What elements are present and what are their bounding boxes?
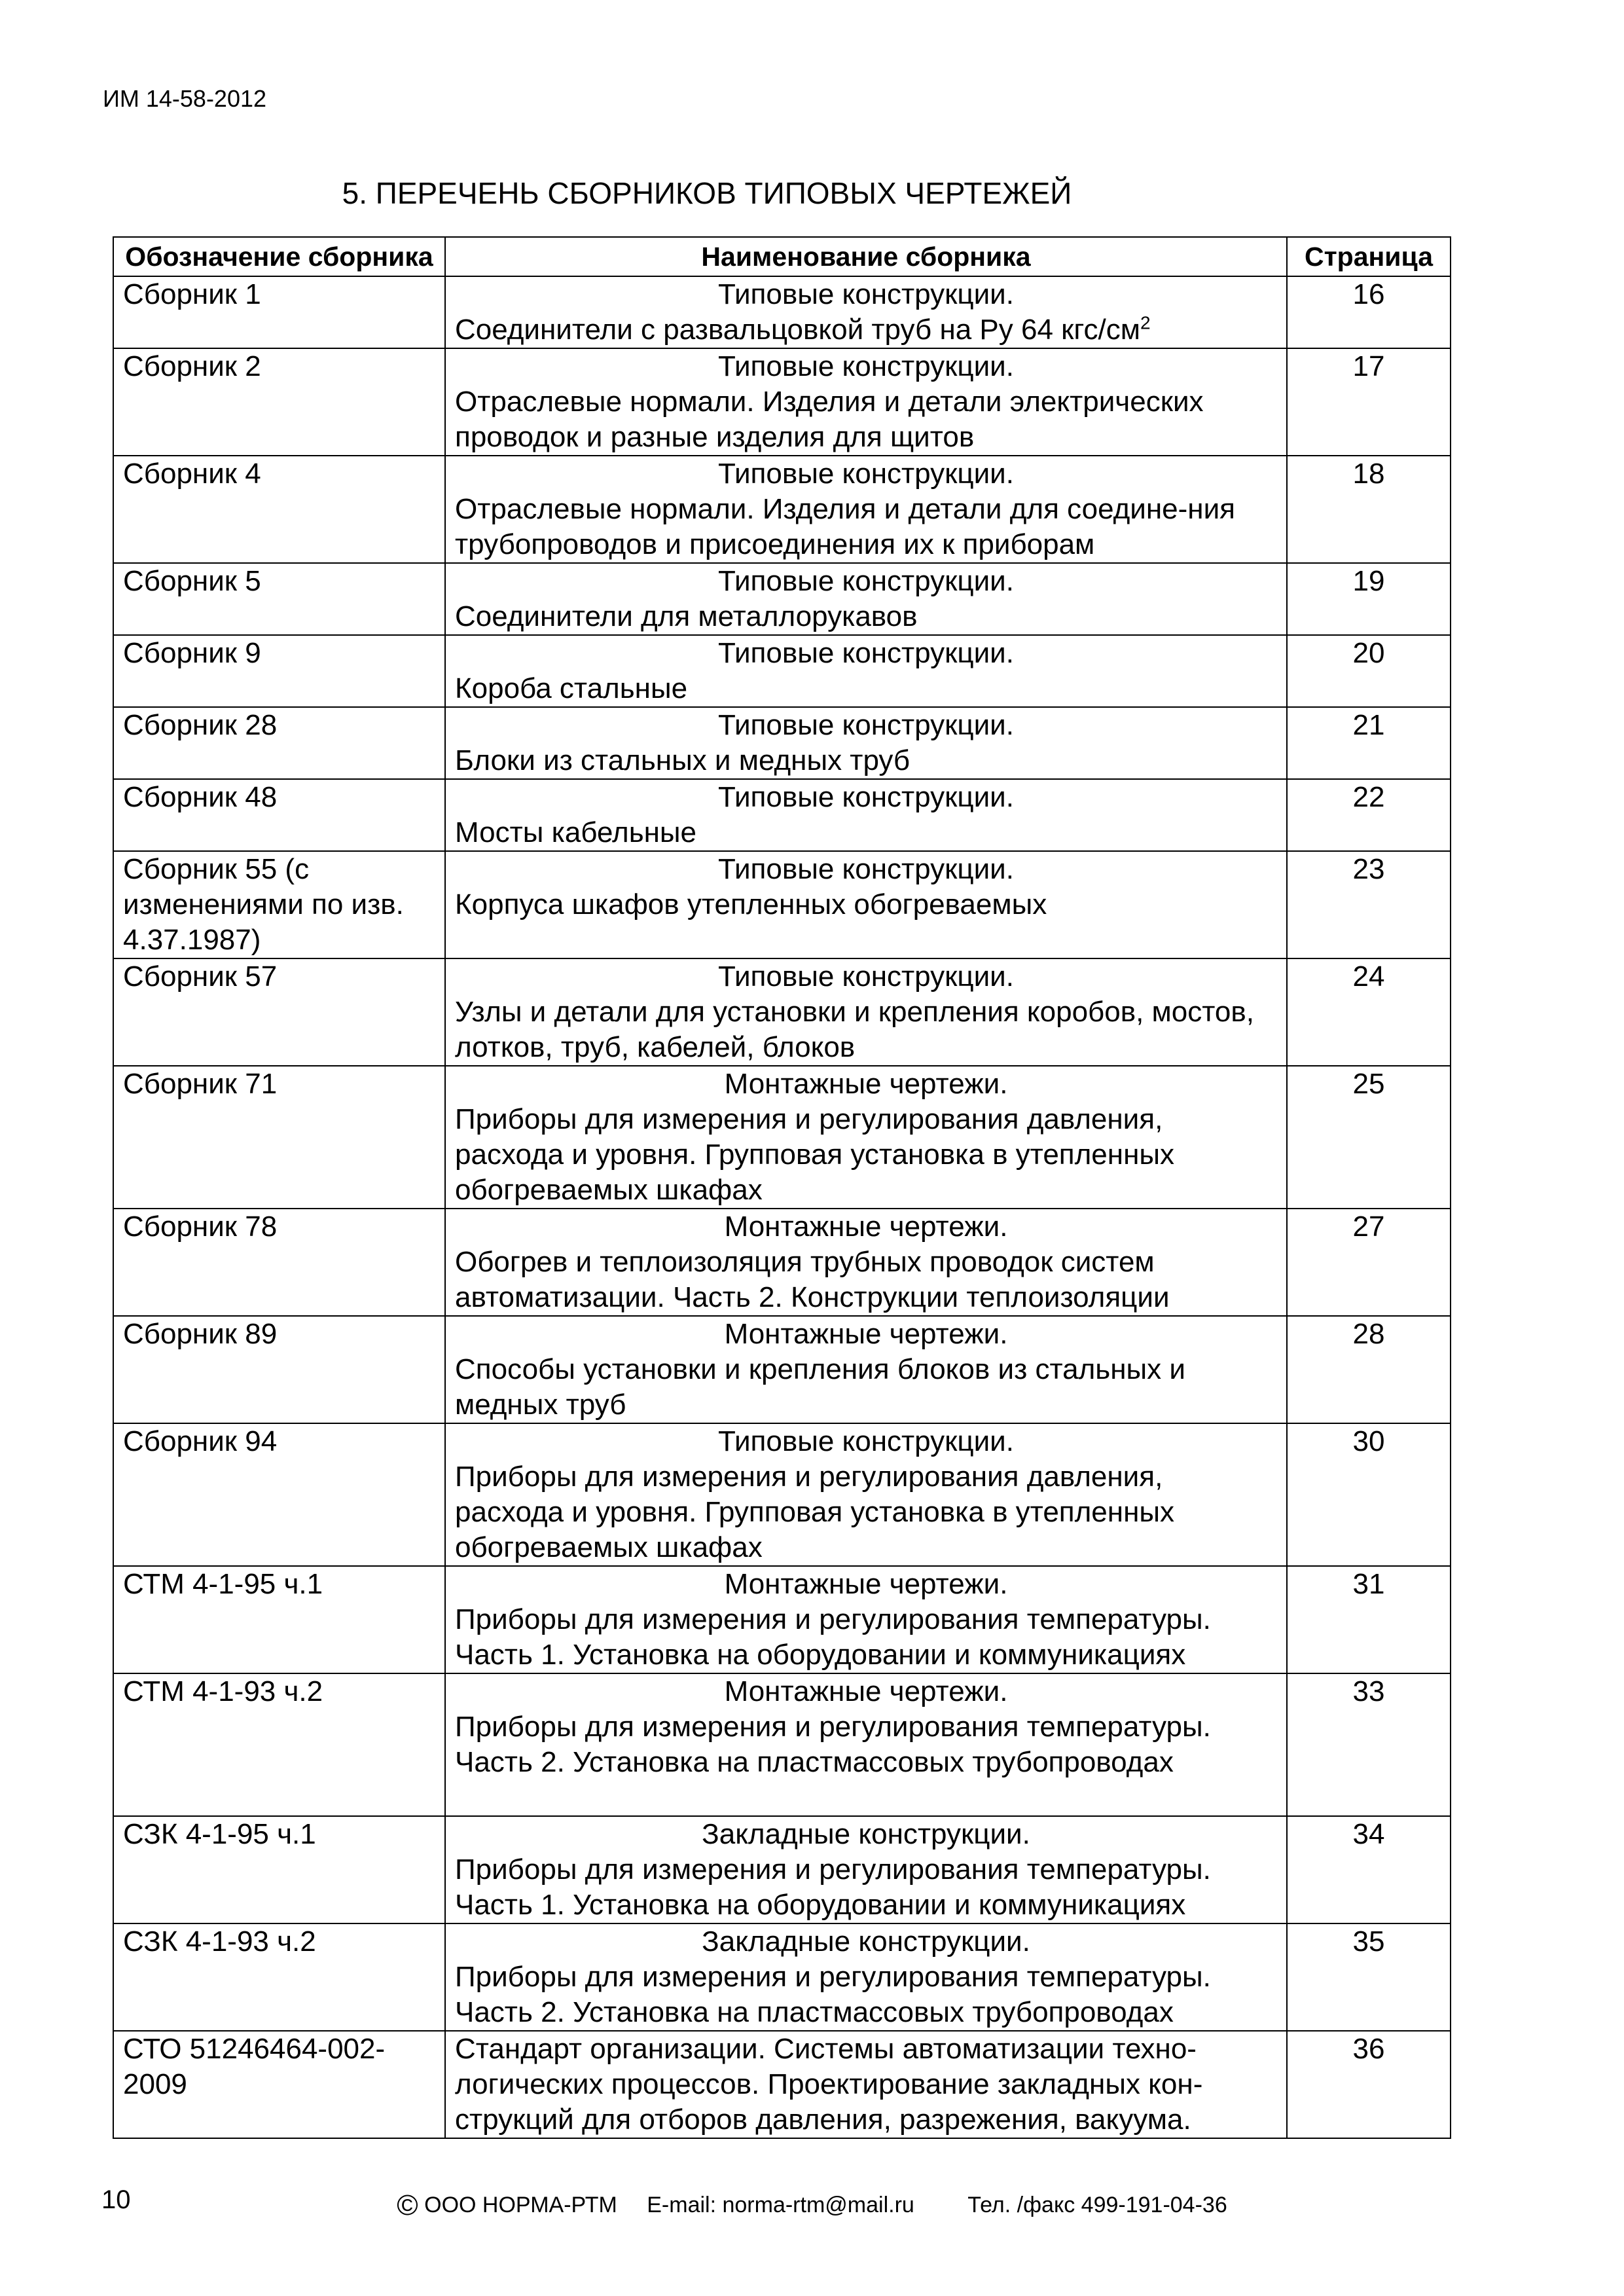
collection-page: 35: [1287, 1923, 1451, 2031]
collection-description: [455, 1459, 1277, 1565]
header-designation: Обозначение сборника: [113, 237, 445, 276]
collection-type: Типовые конструкции.: [718, 565, 1014, 597]
collection-code: СТМ 4-1-95 ч.1: [113, 1566, 445, 1673]
table-row: [113, 1423, 1451, 1566]
collection-type: Типовые конструкции.: [718, 781, 1014, 813]
collection-description: [455, 815, 1277, 850]
collection-name-cell: [445, 1923, 1287, 2031]
collection-page: 27: [1287, 1209, 1451, 1316]
collection-type: Типовые конструкции.: [718, 350, 1014, 382]
collection-name-cell: [445, 851, 1287, 958]
collection-description-text: Приборы для измерения и регулирования температуры. Часть 2. Установка на пластмассовых трубопроводах: [455, 1711, 1211, 1778]
table-row: [113, 1066, 1451, 1209]
collection-name-cell: [445, 635, 1287, 707]
collection-description-text: Приборы для измерения и регулирования температуры. Часть 2. Установка на пластмассовых трубопроводах: [455, 1961, 1211, 2028]
collection-type: Типовые конструкции.: [718, 853, 1014, 885]
collection-code: Сборник 1: [113, 276, 445, 348]
collection-type: Монтажные чертежи.: [724, 1568, 1008, 1600]
collection-code: Сборник 57: [113, 958, 445, 1066]
collection-code: Сборник 94: [113, 1423, 445, 1566]
table-row: [113, 276, 1451, 348]
collection-page: 16: [1287, 276, 1451, 348]
collection-description-text: Корпуса шкафов утепленных обогреваемых: [455, 888, 1047, 920]
collection-description: [455, 1102, 1277, 1208]
collection-type: Закладные конструкции.: [702, 1925, 1030, 1958]
collection-page: 19: [1287, 563, 1451, 635]
unit-superscript: 2: [1140, 312, 1151, 333]
collection-name-cell: [445, 1316, 1287, 1423]
table-body: [113, 276, 1451, 2138]
table-row: [113, 1316, 1451, 1423]
collection-description: [455, 2032, 1277, 2138]
collection-description: [455, 887, 1277, 922]
table-row: [113, 2031, 1451, 2138]
collection-code: Сборник 78: [113, 1209, 445, 1316]
header-name: Наименование сборника: [445, 237, 1287, 276]
table-header-row: [113, 237, 1451, 276]
collection-code: СЗК 4-1-93 ч.2: [113, 1923, 445, 2031]
collection-code: Сборник 5: [113, 563, 445, 635]
collection-type: Типовые конструкции.: [718, 709, 1014, 741]
collection-description-text: Соединители с развальцовкой труб на Ру 64 кгс/см: [455, 314, 1140, 346]
collection-type: Закладные конструкции.: [702, 1818, 1030, 1850]
collection-type: Типовые конструкции.: [718, 637, 1014, 669]
collection-code: Сборник 9: [113, 635, 445, 707]
section-title: 5. ПЕРЕЧЕНЬ СБОРНИКОВ ТИПОВЫХ ЧЕРТЕЖЕЙ: [342, 176, 1072, 210]
collection-page: 33: [1287, 1673, 1451, 1816]
collection-name-cell: [445, 276, 1287, 348]
collection-type: Монтажные чертежи.: [724, 1068, 1008, 1100]
collection-name-cell: [445, 2031, 1287, 2138]
collection-name-cell: [445, 563, 1287, 635]
table-row: [113, 563, 1451, 635]
table-row: [113, 958, 1451, 1066]
collection-description: [455, 312, 1277, 348]
collection-description-text: Мосты кабельные: [455, 816, 697, 848]
collection-type: Типовые конструкции.: [718, 960, 1014, 993]
header-page: Страница: [1287, 237, 1451, 276]
collection-description-text: Приборы для измерения и регулирования температуры. Часть 1. Установка на оборудовании и коммуникациях: [455, 1853, 1211, 1921]
collection-name-cell: [445, 1209, 1287, 1316]
collection-description-text: Стандарт организации. Системы автоматизации техно-логических процессов. Проектирование закладных кон-струкций для отборов давления, разрежения, вакуума.: [455, 2033, 1203, 2136]
table-row: [113, 1209, 1451, 1316]
collection-description-text: Способы установки и крепления блоков из стальных и медных труб: [455, 1353, 1185, 1421]
table-row: [113, 851, 1451, 958]
collection-page: 30: [1287, 1423, 1451, 1566]
footer-company: ООО НОРМА-РТМ: [424, 2193, 617, 2217]
collection-name-cell: [445, 1816, 1287, 1923]
collection-code: СТО 51246464-002-2009: [113, 2031, 445, 2138]
collection-code: СТМ 4-1-93 ч.2: [113, 1673, 445, 1816]
collection-name-cell: [445, 1566, 1287, 1673]
collection-type: Типовые конструкции.: [718, 278, 1014, 310]
collection-page: 20: [1287, 635, 1451, 707]
collection-name-cell: [445, 1423, 1287, 1566]
footer-email: E-mail: norma-rtm@mail.ru: [647, 2193, 914, 2217]
collection-name-cell: [445, 348, 1287, 456]
collection-description: [455, 1602, 1277, 1673]
table-row: [113, 1566, 1451, 1673]
collection-description: [455, 743, 1277, 778]
collection-description: [455, 1852, 1277, 1923]
collection-description-text: Приборы для измерения и регулирования давления, расхода и уровня. Групповая установка в утепленных обогреваемых шкафах: [455, 1461, 1174, 1563]
collection-name-cell: [445, 1673, 1287, 1816]
table-row: [113, 779, 1451, 851]
collection-description-text: Приборы для измерения и регулирования давления, расхода и уровня. Групповая установка в утепленных обогреваемых шкафах: [455, 1103, 1174, 1206]
copyright-symbol: ©: [397, 2189, 418, 2221]
collection-description: [455, 671, 1277, 706]
collection-description: [455, 1959, 1277, 2030]
collection-code: Сборник 4: [113, 456, 445, 563]
collection-description-text: Блоки из стальных и медных труб: [455, 744, 911, 776]
table-row: [113, 348, 1451, 456]
collection-type: Монтажные чертежи.: [724, 1675, 1008, 1707]
table-row: [113, 1816, 1451, 1923]
collection-page: 28: [1287, 1316, 1451, 1423]
collection-description-text: Отраслевые нормали. Изделия и детали для соедине-ния трубопроводов и присоединения их к приборам: [455, 493, 1235, 560]
collection-description: [455, 1352, 1277, 1423]
collection-description-text: Обогрев и теплоизоляция трубных проводок систем автоматизации. Часть 2. Конструкции теплоизоляции: [455, 1246, 1170, 1313]
collection-type: Типовые конструкции.: [718, 1425, 1014, 1457]
table-row: [113, 1673, 1451, 1816]
collection-page: 24: [1287, 958, 1451, 1066]
collection-page: 22: [1287, 779, 1451, 851]
collection-type: Монтажные чертежи.: [724, 1318, 1008, 1350]
collection-description-text: Отраслевые нормали. Изделия и детали электрических проводок и разные изделия для щитов: [455, 386, 1204, 453]
collection-name-cell: [445, 958, 1287, 1066]
collection-code: Сборник 71: [113, 1066, 445, 1209]
collection-page: 17: [1287, 348, 1451, 456]
collections-table: [113, 236, 1451, 2139]
table-row: [113, 1923, 1451, 2031]
collection-code: Сборник 89: [113, 1316, 445, 1423]
collection-description-text: Узлы и детали для установки и крепления коробов, мостов, лотков, труб, кабелей, блоков: [455, 996, 1254, 1063]
collection-code: Сборник 2: [113, 348, 445, 456]
collection-code: СЗК 4-1-95 ч.1: [113, 1816, 445, 1923]
table-row: [113, 635, 1451, 707]
collection-name-cell: [445, 456, 1287, 563]
collection-code: Сборник 55 (с изменениями по изв. 4.37.1987): [113, 851, 445, 958]
collection-code: Сборник 48: [113, 779, 445, 851]
collection-page: 31: [1287, 1566, 1451, 1673]
collection-description: [455, 599, 1277, 634]
collection-type: Типовые конструкции.: [718, 458, 1014, 490]
collection-code: Сборник 28: [113, 707, 445, 779]
table-row: [113, 456, 1451, 563]
collection-description: [455, 384, 1277, 455]
collection-description: [455, 1245, 1277, 1315]
collection-page: 34: [1287, 1816, 1451, 1923]
collection-description: [455, 1709, 1277, 1780]
collection-type: Монтажные чертежи.: [724, 1211, 1008, 1243]
document-code: ИМ 14-58-2012: [103, 85, 267, 112]
collection-page: 21: [1287, 707, 1451, 779]
collection-page: 23: [1287, 851, 1451, 958]
collection-page: 18: [1287, 456, 1451, 563]
collection-description-text: Короба стальные: [455, 672, 688, 704]
collection-page: 25: [1287, 1066, 1451, 1209]
collection-description: [455, 994, 1277, 1065]
page-number: 10: [101, 2185, 131, 2214]
footer-phone: Тел. /факс 499-191-04-36: [967, 2193, 1227, 2217]
collection-page: 36: [1287, 2031, 1451, 2138]
collection-description-text: Приборы для измерения и регулирования температуры. Часть 1. Установка на оборудовании и коммуникациях: [455, 1603, 1211, 1671]
collection-name-cell: [445, 707, 1287, 779]
collection-description-text: Соединители для металлорукавов: [455, 600, 918, 632]
table-row: [113, 707, 1451, 779]
collection-name-cell: [445, 779, 1287, 851]
collection-name-cell: [445, 1066, 1287, 1209]
footer: [0, 2189, 1624, 2222]
collection-description: [455, 492, 1277, 562]
